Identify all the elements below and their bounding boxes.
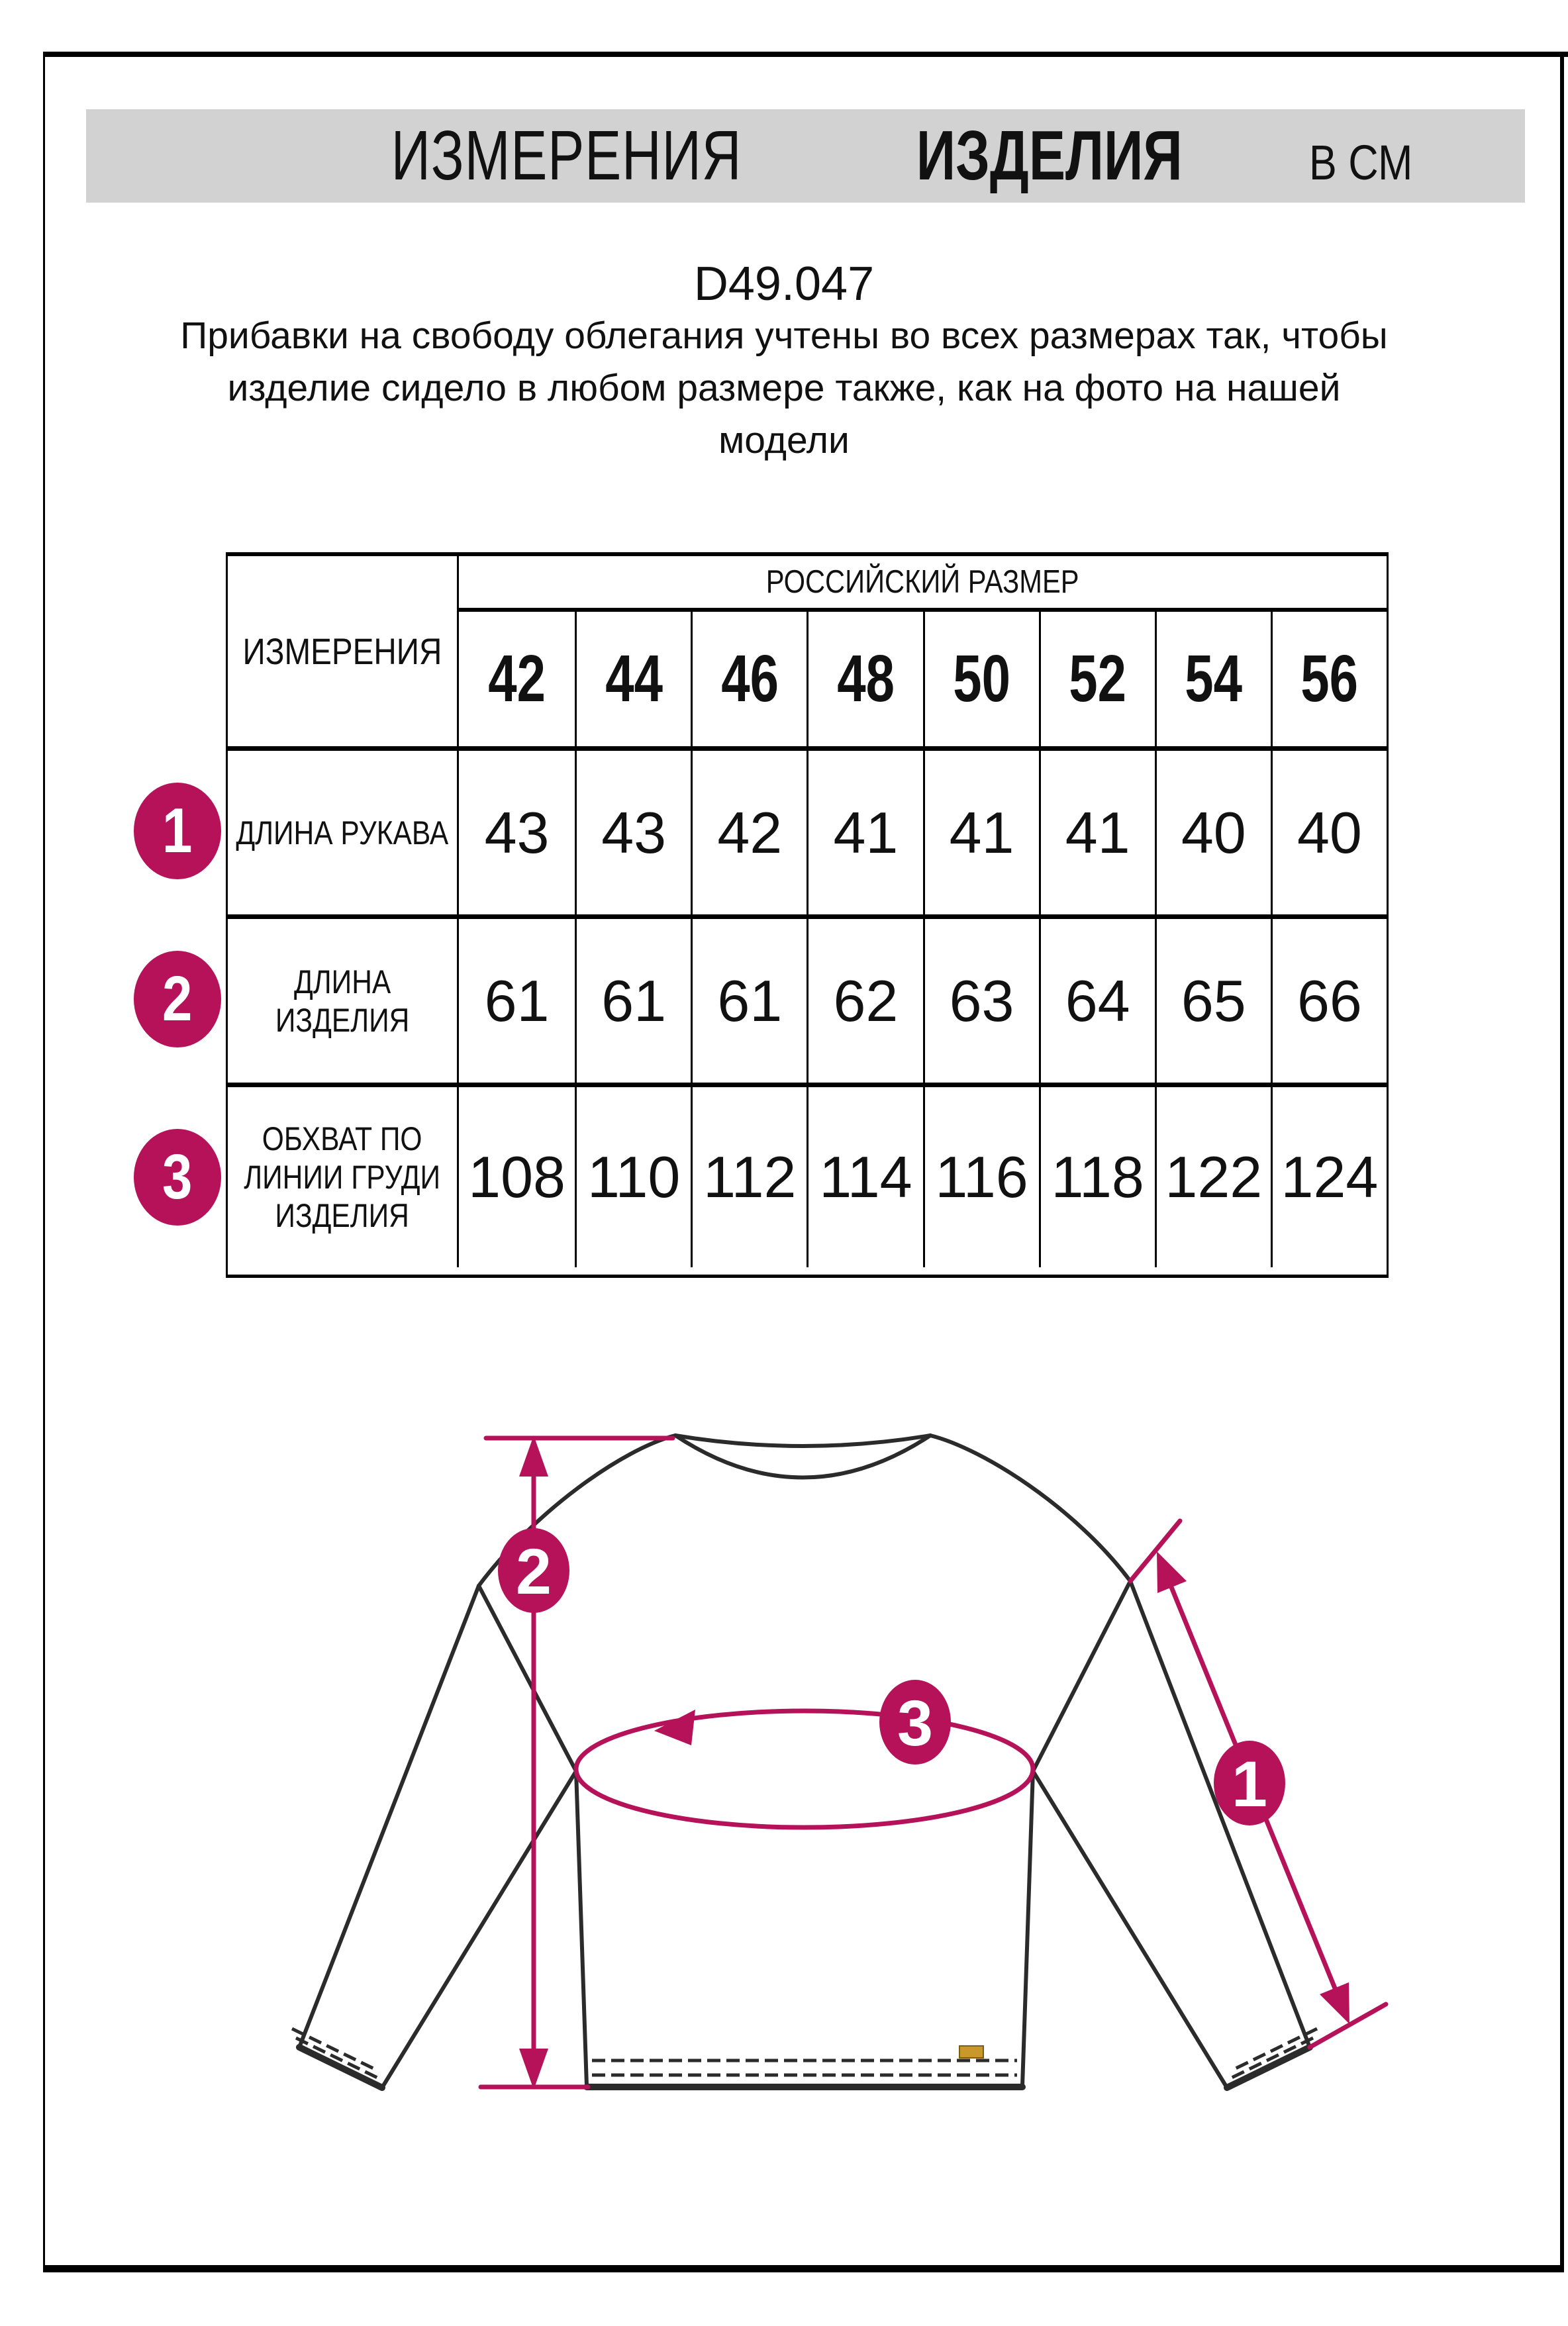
- row-label-garment-length: ДЛИНА ИЗДЕЛИЯ: [228, 919, 459, 1087]
- page-border-top: [43, 52, 1568, 57]
- table-value: 61: [459, 919, 575, 1087]
- title-measurements: ИЗМЕРЕНИЯ: [391, 117, 742, 195]
- garment-sketch: [199, 1357, 1444, 2185]
- table-value: 65: [1155, 919, 1271, 1087]
- table-value: 112: [691, 1087, 807, 1267]
- table-value: 124: [1271, 1087, 1387, 1267]
- measure-badge-2: 2: [134, 951, 221, 1047]
- table-value: 41: [807, 751, 922, 919]
- table-value: 61: [575, 919, 691, 1087]
- table-value: 64: [1039, 919, 1155, 1087]
- table-value: 42: [691, 751, 807, 919]
- table-group-header: РОССИЙСКИЙ РАЗМЕР: [459, 556, 1387, 612]
- length-arrow-up-icon: [519, 1435, 548, 1477]
- right-shoulder: [930, 1435, 1130, 1581]
- page-border-bottom: [43, 2265, 1564, 2272]
- table-value: 43: [459, 751, 575, 919]
- table-value: 108: [468, 1144, 565, 1210]
- size-column-header: 52: [1039, 612, 1155, 751]
- table-corner-label: ИЗМЕРЕНИЯ: [228, 556, 459, 751]
- sleeve-arrow-down-icon: [1320, 1982, 1349, 2024]
- sleeve-arrow-up-icon: [1157, 1551, 1187, 1593]
- neckline-outer: [675, 1435, 930, 1446]
- fit-note-line: модели: [718, 419, 850, 461]
- size-table: [226, 552, 1389, 1278]
- size-column-header: 44: [575, 612, 691, 751]
- chest-arrow-icon: [654, 1710, 695, 1745]
- left-sleeve-inner: [382, 1771, 576, 2088]
- table-value: 118: [1039, 1087, 1155, 1267]
- row-label-chest-girth: ОБХВАТ ПО ЛИНИИ ГРУДИ ИЗДЕЛИЯ: [228, 1087, 459, 1267]
- title-product: ИЗДЕЛИЯ: [916, 117, 1183, 195]
- title-units: В СМ: [1308, 135, 1412, 190]
- length-arrow-down-icon: [519, 2049, 548, 2090]
- table-value: 40: [1155, 751, 1271, 919]
- hem-care-label: [959, 2046, 983, 2058]
- left-cuff-stitching: [296, 2038, 379, 2078]
- fit-note-line: изделие сидело в любом размере также, как на фото на нашей: [227, 367, 1341, 409]
- table-value: 41: [1039, 751, 1155, 919]
- right-drop-shoulder-seam: [1033, 1581, 1130, 1771]
- right-cuff-stitching: [1230, 2038, 1313, 2078]
- measure-badge-3: 3: [134, 1129, 221, 1226]
- row-label-sleeve-length: ДЛИНА РУКАВА: [228, 751, 459, 919]
- right-body-side: [1022, 1771, 1033, 2086]
- table-value: 40: [1271, 751, 1387, 919]
- table-value: 62: [807, 919, 922, 1087]
- fit-note: [0, 310, 1568, 467]
- table-value: 110: [575, 1087, 691, 1267]
- size-column-header: 46: [691, 612, 807, 751]
- table-value: 41: [923, 751, 1039, 919]
- right-sleeve-inner: [1033, 1771, 1227, 2088]
- size-column-header: 56: [1271, 612, 1387, 751]
- left-drop-shoulder-seam: [479, 1586, 576, 1771]
- table-value: 63: [923, 919, 1039, 1087]
- size-column-header: 50: [923, 612, 1039, 751]
- table-value: 122: [1155, 1087, 1271, 1267]
- table-value: 43: [575, 751, 691, 919]
- chest-measure-ellipse: [576, 1711, 1033, 1827]
- table-value: 114: [807, 1087, 922, 1267]
- sketch-badge-1-number: 1: [1232, 1748, 1267, 1820]
- size-column-header: 48: [807, 612, 922, 751]
- measure-badge-1: 1: [134, 783, 221, 879]
- model-code: D49.047: [693, 258, 875, 311]
- title-band: [86, 109, 1525, 203]
- table-value: 61: [691, 919, 807, 1087]
- sketch-badge-2-number: 2: [516, 1535, 552, 1608]
- size-column-header: 42: [459, 612, 575, 751]
- size-column-header: 54: [1155, 612, 1271, 751]
- sketch-badge-3-number: 3: [897, 1687, 933, 1759]
- fit-note-line: Прибавки на свободу облегания учтены во всех размерах так, чтобы: [180, 315, 1388, 357]
- table-value: 66: [1271, 919, 1387, 1087]
- left-sleeve-outer: [299, 1586, 479, 2047]
- left-body-side: [576, 1771, 587, 2086]
- table-value: 116: [923, 1087, 1039, 1267]
